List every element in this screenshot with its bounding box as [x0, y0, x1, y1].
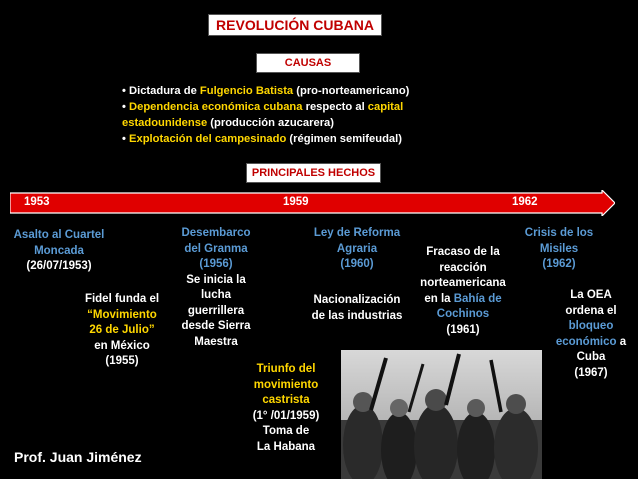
event-text: de las industrias — [311, 309, 403, 322]
cause-highlight: estadounidense — [122, 117, 208, 129]
event-text: reacción — [439, 261, 487, 274]
causes-list — [122, 83, 482, 147]
year-1959: 1959 — [283, 196, 309, 208]
event-text: desde Sierra — [181, 320, 251, 332]
event-movimiento-26 — [74, 292, 170, 370]
event-text: Fidel funda el — [84, 293, 160, 305]
event-title: Moncada — [34, 244, 84, 257]
event-line — [410, 292, 516, 308]
event-date: (1961) — [446, 323, 480, 336]
event-date: (1956) — [199, 258, 233, 270]
event-text: a — [616, 335, 627, 348]
cause-text: (régimen semifeudal) — [286, 133, 402, 145]
event-triunfo — [236, 362, 336, 455]
event-text: La Habana — [256, 440, 316, 453]
event-bloqueo-oea — [544, 288, 638, 381]
event-highlight: bloqueo — [568, 320, 614, 332]
cause-text: (producción azucarera) — [207, 117, 334, 129]
event-text: en la — [424, 292, 454, 305]
page-title: REVOLUCIÓN CUBANA — [208, 14, 382, 36]
event-highlight: 26 de Julio” — [89, 324, 155, 336]
cause-highlight: Fulgencio Batista — [199, 85, 294, 97]
cause-text: (pro-norteamericano) — [293, 85, 410, 97]
event-highlight: movimiento — [253, 378, 319, 391]
event-title: del Granma — [184, 242, 248, 255]
event-text: en México — [94, 339, 150, 352]
event-bahia-cochinos — [410, 245, 516, 338]
cause-line-3 — [122, 115, 482, 131]
event-title: Misiles — [539, 242, 579, 255]
event-text: guerrillera — [187, 304, 245, 317]
cause-text: • — [122, 101, 130, 113]
event-date: (1960) — [340, 258, 374, 270]
event-nacionalizacion — [302, 293, 412, 324]
cause-highlight: Dependencia económica cubana — [129, 101, 303, 113]
revolution-photo — [341, 350, 542, 479]
cause-text: • Dictadura de — [122, 85, 200, 97]
cause-highlight: Explotación del campesinado — [129, 133, 287, 145]
causas-label: CAUSAS — [256, 53, 360, 73]
event-highlight: Triunfo del — [256, 363, 316, 375]
event-line — [544, 335, 638, 351]
event-title: Agraria — [336, 242, 378, 255]
event-text: La OEA — [570, 289, 612, 301]
event-title: Asalto al Cuartel — [13, 229, 105, 241]
event-highlight: “Movimiento — [87, 308, 157, 321]
cause-text: respecto al — [302, 101, 368, 113]
event-date: (1962) — [542, 258, 576, 270]
cause-text: • — [122, 133, 130, 145]
event-text: ordena el — [565, 304, 617, 317]
event-date: (1° /01/1959) — [252, 409, 320, 422]
cause-line-1 — [122, 83, 482, 99]
event-text: Se inicia la — [186, 273, 246, 286]
event-text: Nacionalización — [313, 294, 401, 306]
year-1953: 1953 — [24, 196, 50, 208]
event-crisis-misiles — [506, 226, 612, 273]
event-text: lucha — [200, 289, 232, 301]
event-text: Fracaso de la — [426, 246, 500, 258]
event-text: Maestra — [194, 335, 238, 348]
event-moncada — [4, 228, 114, 275]
event-date: (1955) — [105, 355, 139, 367]
event-title: Crisis de los — [524, 227, 594, 239]
event-text: Toma de — [262, 425, 310, 437]
event-highlight: Bahía de — [453, 292, 502, 305]
event-text: Cuba — [576, 351, 606, 363]
event-highlight: económico — [555, 335, 617, 348]
event-date: (26/07/1953) — [26, 260, 92, 272]
event-title: Ley de Reforma — [313, 227, 401, 239]
cause-line-2 — [122, 99, 482, 115]
cause-highlight: capital — [367, 101, 404, 113]
cause-line-4 — [122, 131, 482, 147]
year-1962: 1962 — [512, 196, 538, 208]
hechos-label: PRINCIPALES HECHOS — [246, 163, 381, 183]
event-highlight: Cochinos — [436, 308, 490, 320]
event-reforma-agraria — [302, 226, 412, 273]
event-date: (1967) — [574, 366, 608, 379]
event-title: Desembarco — [181, 227, 251, 239]
event-text: norteamericana — [420, 277, 506, 289]
event-granma — [166, 226, 266, 350]
author-credit: Prof. Juan Jiménez — [14, 449, 142, 465]
event-highlight: castrista — [262, 394, 310, 406]
